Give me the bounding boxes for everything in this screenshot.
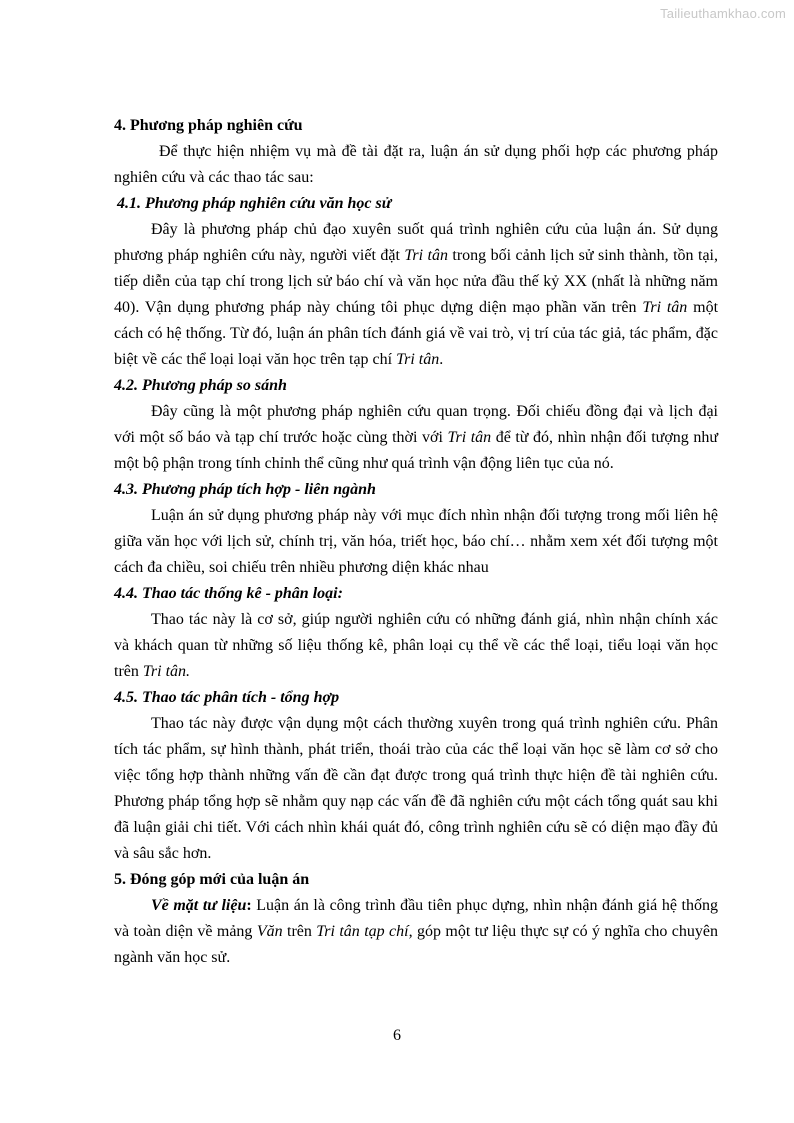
journal-title: Tri tân	[642, 299, 688, 316]
page-number: 6	[393, 1027, 401, 1044]
lead-phrase: Về mặt tư liệu	[151, 897, 247, 914]
journal-title: Tri tân tạp chí,	[316, 923, 413, 940]
journal-title: Tri tân	[396, 351, 440, 368]
watermark: Tailieuthamkhao.com	[660, 6, 786, 21]
section-4-3-heading: 4.3. Phương pháp tích hợp - liên ngành	[114, 481, 376, 498]
section-4-2-heading: 4.2. Phương pháp so sánh	[114, 377, 287, 394]
section-4-5-paragraph: Thao tác này được vận dụng một cách thường xuyên trong quá trình nghiên cứu. Phân tích tác phẩm, sự hình thành, phát triển, thoái trào của các thể loại văn học sẽ làm cơ sở cho việc tổng hợp thành những vấn đề cần đạt được trong quá trình thực hiện đề tài nghiên cứu. Phương pháp tổng hợp sẽ nhằm quy nạp các vấn đề đã nghiên cứu một cách tổng quát sau khi đã luận giải chi tiết. Với cách nhìn khái quát đó, công trình nghiên cứu sẽ có diện mạo đầy đủ và sâu sắc hơn.	[114, 715, 718, 862]
section-4-2-paragraph: Đây cũng là một phương pháp nghiên cứu quan trọng. Đối chiếu đồng đại và lịch đại với một số báo và tạp chí trước hoặc cùng thời với Tri tân để từ đó, nhìn nhận đối tượng như một bộ phận trong tính chỉnh thể cũng như quá trình vận động liên tục của nó.	[114, 403, 718, 472]
section-4-1-paragraph: Đây là phương pháp chủ đạo xuyên suốt quá trình nghiên cứu của luận án. Sử dụng phương pháp nghiên cứu này, người viết đặt Tri tân trong bối cảnh lịch sử sinh thành, tồn tại, tiếp diễn của tạp chí trong lịch sử báo chí và văn học nửa đầu thế kỷ XX (nhất là những năm 40). Vận dụng phương pháp này chúng tôi phục dựng diện mạo phần văn trên Tri tân một cách có hệ thống. Từ đó, luận án phân tích đánh giá về vai trò, vị trí của tác giả, tác phẩm, đặc biệt về các thể loại loại văn học trên tạp chí Tri tân.	[114, 221, 719, 368]
section-4-3-paragraph: Luận án sử dụng phương pháp này với mục đích nhìn nhận đối tượng trong mối liên hệ giữa văn học với lịch sử, chính trị, văn hóa, triết học, báo chí… nhằm xem xét đối tượng một cách đa chiều, soi chiếu trên nhiều phương diện khác nhau	[114, 507, 718, 576]
section-5-heading: 5. Đóng góp mới của luận án	[114, 871, 310, 888]
section-4-1-heading: 4.1. Phương pháp nghiên cứu văn học sử	[117, 195, 392, 212]
document-body	[114, 113, 718, 971]
section-4-5-heading: 4.5. Thao tác phân tích - tổng hợp	[114, 689, 340, 706]
journal-title: Tri tân	[447, 429, 492, 446]
section-4-4-heading: 4.4. Thao tác thống kê - phân loại:	[114, 585, 343, 602]
section-4-intro: Để thực hiện nhiệm vụ mà đề tài đặt ra, luận án sử dụng phối hợp các phương pháp nghiên cứu và các thao tác sau:	[114, 143, 718, 186]
journal-title: Tri tân.	[142, 663, 191, 680]
section-4-4-paragraph: Thao tác này là cơ sở, giúp người nghiên cứu có những đánh giá, nhìn nhận chính xác và khách quan từ những số liệu thống kê, phân loại cụ thể về các thể loại, tiểu loại văn học trên Tri tân.	[114, 611, 718, 680]
journal-title: Tri tân	[404, 247, 448, 264]
section-5-paragraph: Về mặt tư liệu: Luận án là công trình đầu tiên phục dựng, nhìn nhận đánh giá hệ thống và toàn diện về mảng Văn trên Tri tân tạp chí, góp một tư liệu thực sự có ý nghĩa cho chuyên ngành văn học sử.	[114, 897, 719, 966]
section-title: Văn	[256, 923, 283, 940]
section-4-heading: 4. Phương pháp nghiên cứu	[114, 117, 303, 134]
